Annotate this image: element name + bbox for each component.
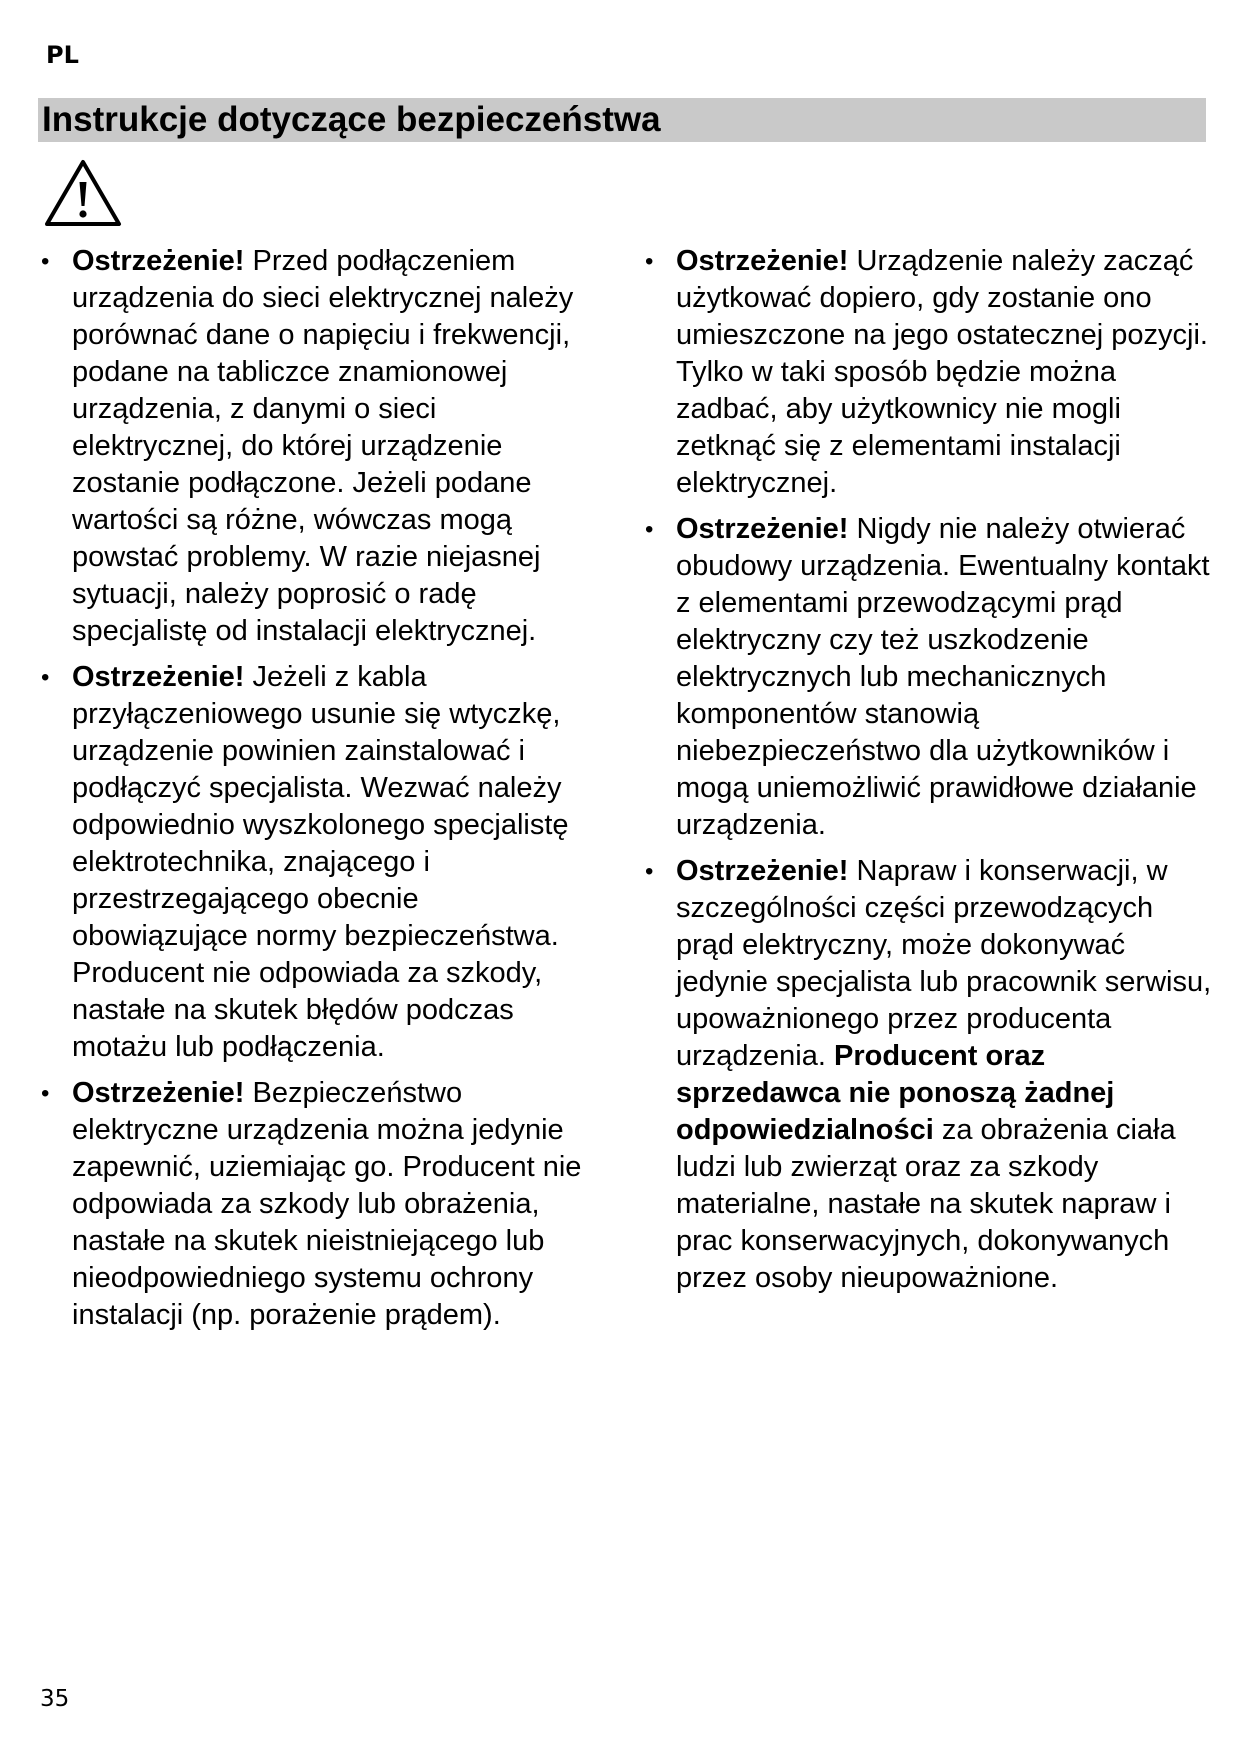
warning-text: Jeżeli z kabla przyłączeniowego usunie się wtyczkę, urządzenie powinien zainstalować i podłączyć specjalista. Wezwać należy odpowiednio wyszkolonego specjalistę elektrotechnika, znającego i przestrzegającego obecnie obowiązujące normy bezpieczeństwa. Producent nie odpowiada za szkody, nastałe na skutek błędów podczas motażu lub podłączenia. <box>72 661 569 1063</box>
warning-label: Ostrzeżenie! <box>72 661 245 693</box>
warning-text: Urządzenie należy zacząć użytkować dopiero, gdy zostanie ono umieszczone na jego ostatecznej pozycji. Tylko w taki sposób będzie można zadbać, aby użytkownicy nie mogli zetknąć się z elementami instalacji elektrycznej. <box>676 245 1208 499</box>
bullet: • <box>41 664 50 691</box>
warning-item <box>40 243 600 650</box>
warning-label: Ostrzeżenie! <box>676 245 849 277</box>
bullet: • <box>41 1080 50 1107</box>
warning-text: Przed podłączeniem urządzenia do sieci elektrycznej należy porównać dane o napięciu i frekwencji, podane na tabliczce znamionowej urządzenia, z danymi o sieci elektrycznej, do której urządzenie zostanie podłączone. Jeżeli podane wartości są różne, wówczas mogą powstać problemy. W razie niejasnej sytuacji, należy poprosić o radę specjalistę od instalacji elektrycznej. <box>72 245 574 647</box>
warning-text: Bezpieczeństwo elektryczne urządzenia można jedynie zapewnić, uziemiając go. Producent nie odpowiada za szkody lub obrażenia, nastałe na skutek nieistniejącego lub nieodpowiedniego systemu ochrony instalacji (np. porażenie prądem). <box>72 1077 582 1331</box>
warning-label: Ostrzeżenie! <box>676 513 849 545</box>
warning-item <box>40 659 600 1066</box>
page-number: 35 <box>40 1686 70 1712</box>
warning-item <box>644 511 1214 844</box>
warning-text-continued: za obrażenia ciała ludzi lub zwierząt oraz za szkody materialne, nastałe na skutek napraw i prac konserwacyjnych, dokonywanych przez osoby nieupoważnione. <box>676 1114 1176 1294</box>
warning-triangle-icon <box>44 158 122 228</box>
language-code: PL <box>46 41 79 69</box>
warning-item <box>644 853 1214 1297</box>
right-column <box>644 243 1214 1306</box>
warning-label: Ostrzeżenie! <box>72 245 245 277</box>
warning-text: Napraw i konserwacji, w szczególności części przewodzących prąd elektryczny, może dokonywać jedynie specjalista lub pracownik serwisu, upoważnionego przez producenta urządzenia. <box>676 855 1212 1072</box>
bullet: • <box>645 248 654 275</box>
liability-disclaimer-emphasis: Producent oraz sprzedawca nie ponoszą żadnej odpowiedzialności <box>676 1040 1115 1146</box>
warning-item <box>40 1075 600 1334</box>
bullet: • <box>645 858 654 885</box>
warning-item <box>644 243 1214 502</box>
section-title: Instrukcje dotyczące bezpieczeństwa <box>42 100 661 139</box>
warning-label: Ostrzeżenie! <box>676 855 849 887</box>
bullet: • <box>645 516 654 543</box>
section-title-bar <box>38 98 1206 142</box>
bullet: • <box>41 248 50 275</box>
left-column <box>40 243 600 1343</box>
warning-text: Nigdy nie należy otwierać obudowy urządzenia. Ewentualny kontakt z elementami przewodzącymi prąd elektryczny czy też uszkodzenie elektrycznych lub mechanicznych komponentów stanowią niebezpieczeństwo dla użytkowników i mogą uniemożliwić prawidłowe działanie urządzenia. <box>676 513 1210 841</box>
warning-label: Ostrzeżenie! <box>72 1077 245 1109</box>
